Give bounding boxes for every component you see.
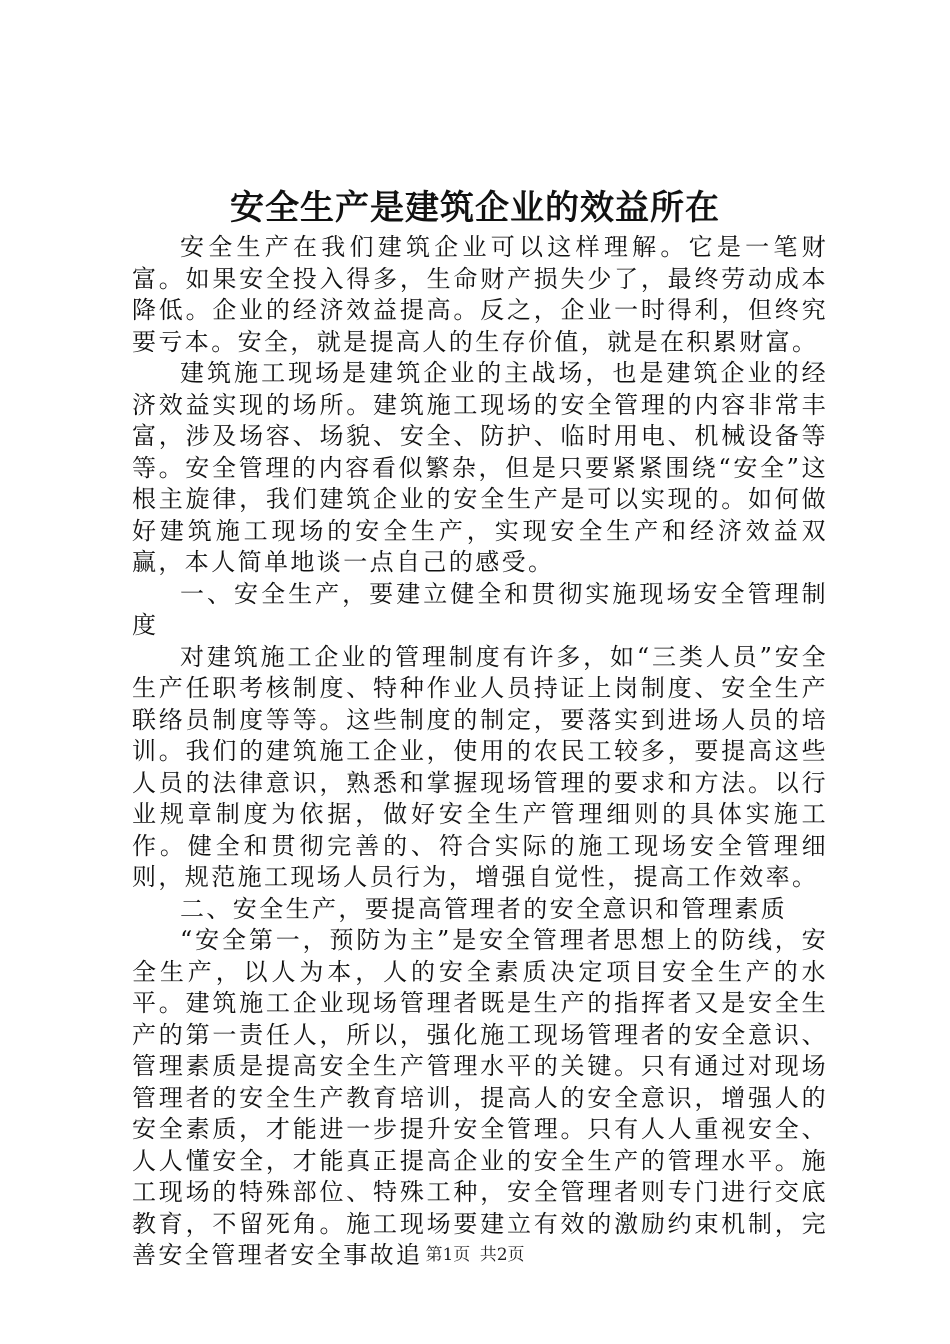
section-heading: 一、安全生产，要建立健全和贯彻实施现场安全管理制度 xyxy=(132,579,828,639)
paragraph: 对建筑施工企业的管理制度有许多，如“三类人员”安全生产任职考核制度、特种作业人员持证上岗制度、安全生产联络员制度等等。这些制度的制定，要落实到进场人员的培训。我们的建筑施工企业，使用的农民工较多，要提高这些人员的法律意识，熟悉和掌握现场管理的要求和方法。以行业规章制度为依据，做好安全生产管理细则的具体实施工作。健全和贯彻完善的、符合实际的施工现场安全管理细则，规范施工现场人员行为，增强自觉性，提高工作效率。 xyxy=(132,642,828,891)
section-heading: 二、安全生产，要提高管理者的安全意识和管理素质 xyxy=(180,894,788,923)
paragraph: 安全生产在我们建筑企业可以这样理解。它是一笔财富。如果安全投入得多，生命财产损失少了，最终劳动成本降低。企业的经济效益提高。反之，企业一时得利，但终究要亏本。安全，就是提高人的生存价值，就是在积累财富。 xyxy=(132,233,828,356)
page-number: 第1页 xyxy=(425,1245,471,1265)
paragraph: “安全第一，预防为主”是安全管理者思想上的防线，安全生产，以人为本，人的安全素质决定项目安全生产的水平。建筑施工企业现场管理者既是生产的指挥者又是安全生产的第一责任人，所以，强化施工现场管理者的安全意识、管理素质是提高安全生产管理水平的关键。只有通过对现场管理者的安全生产教育培训，提高人的安全意识，增强人的安全素质，才能进一步提升安全管理。只有人人重视安全、人人懂安全，才能真正提高企业的安全生产的管理水平。施工现场的特殊部位、特殊工种，安全管理者则专门进行交底教育，不留死角。施工现场要建立有效的激励约束机制，完善安全管理者安全事故追 xyxy=(132,926,828,1269)
paragraph: 建筑施工现场是建筑企业的主战场，也是建筑企业的经济效益实现的场所。建筑施工现场的安全管理的内容非常丰富，涉及场容、场貌、安全、防护、临时用电、机械设备等等。安全管理的内容看似繁杂，但是只要紧紧围绕“安全”这根主旋律，我们建筑企业的安全生产是可以实现的。如何做好建筑施工现场的安全生产，实现安全生产和经济效益双赢，本人简单地谈一点自己的感受。 xyxy=(132,359,828,576)
document-body xyxy=(132,232,828,1272)
page-total: 共2页 xyxy=(479,1245,525,1265)
page-footer xyxy=(0,1244,950,1266)
document-title: 安全生产是建筑企业的效益所在 xyxy=(230,188,720,228)
